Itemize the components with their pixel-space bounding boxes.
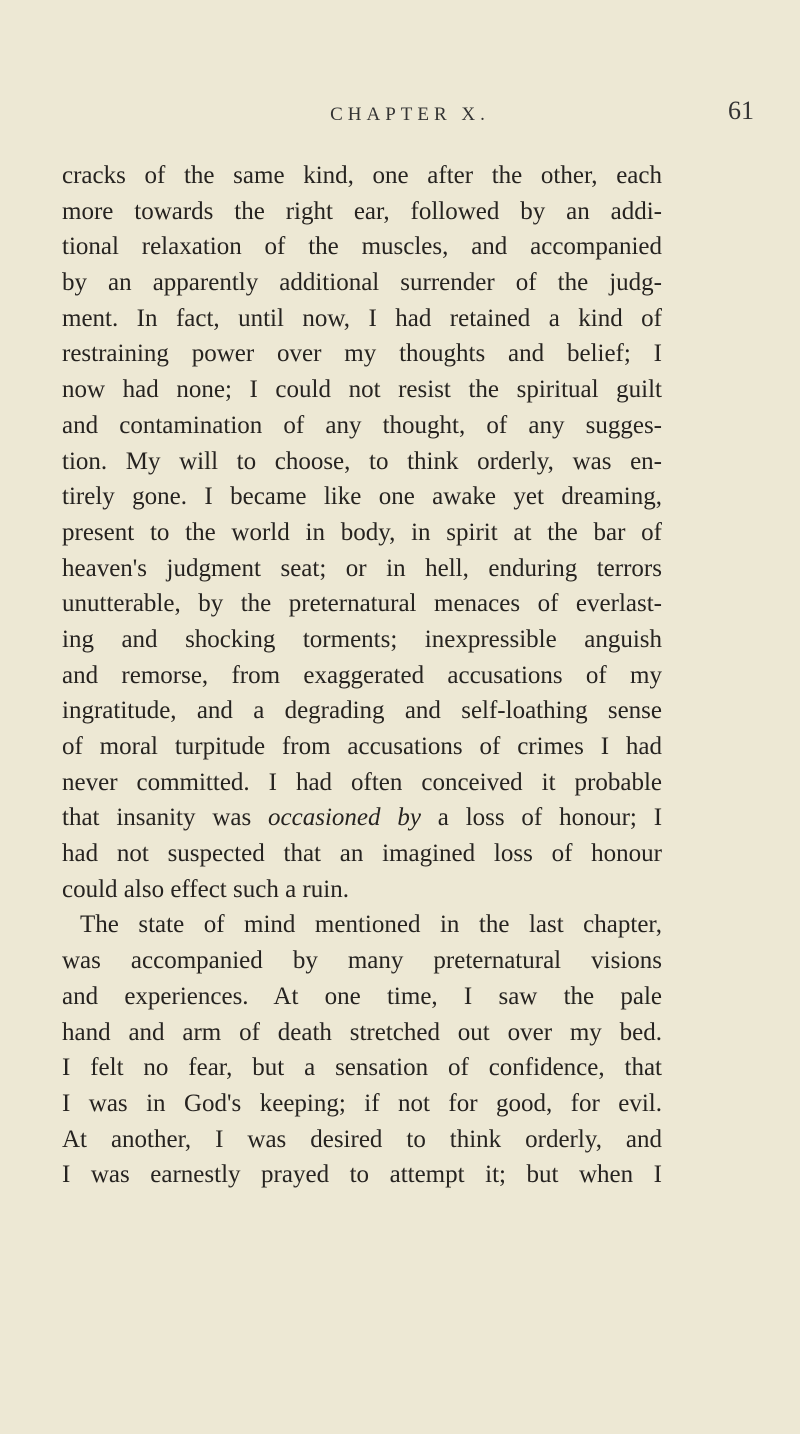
text-line: and remorse, from exaggerated accusations of my xyxy=(62,661,662,689)
text-line: ingratitude, and a degrading and self-loathing sense xyxy=(62,697,662,725)
running-head: CHAPTER X. xyxy=(330,104,490,125)
text-line: I was earnestly prayed to attempt it; but when I xyxy=(62,1161,662,1189)
text-line: tional relaxation of the muscles, and accompanied xyxy=(62,233,662,261)
text-line: tirely gone. I became like one awake yet dreaming, xyxy=(62,483,662,511)
text-line: cracks of the same kind, one after the other, each xyxy=(62,162,662,189)
text-line: At another, I was desired to think orderly, and xyxy=(62,1125,662,1153)
emphasis-text: occasioned by xyxy=(268,804,421,832)
text-line: heaven's judgment seat; or in hell, enduring terrors xyxy=(62,554,662,582)
text-line: unutterable, by the preternatural menaces of everlast- xyxy=(62,590,662,618)
text-line: of moral turpitude from accusations of crimes I had xyxy=(62,733,662,760)
text-line: had not suspected that an imagined loss of honour xyxy=(62,840,662,868)
body-text xyxy=(62,158,662,1193)
text-line: tion. My will to choose, to think orderly, was en- xyxy=(62,447,662,475)
text-segment: a loss of honour; I xyxy=(420,804,663,832)
text-line: never committed. I had often conceived it probable xyxy=(62,768,662,796)
text-line: I felt no fear, but a sensation of confidence, that xyxy=(62,1054,662,1082)
text-line: restraining power over my thoughts and belief; I xyxy=(62,340,662,368)
text-line: hand and arm of death stretched out over my bed. xyxy=(62,1018,662,1046)
text-line: present to the world in body, in spirit at the bar of xyxy=(62,518,662,546)
page-header xyxy=(0,96,800,136)
text-line: was accompanied by many preternatural visions xyxy=(62,947,662,975)
text-line: more towards the right ear, followed by an addi- xyxy=(62,197,662,225)
text-line: I was in God's keeping; if not for good, for evil. xyxy=(62,1089,662,1117)
page-number: 61 xyxy=(728,96,754,125)
text-line: ment. In fact, until now, I had retained a kind of xyxy=(62,304,662,332)
text-line: by an apparently additional surrender of the judg- xyxy=(62,269,662,297)
text-line: now had none; I could not resist the spiritual guilt xyxy=(62,376,662,404)
paragraph-first-line: The state of mind mentioned in the last chapter, xyxy=(80,911,662,939)
text-line: ing and shocking torments; inexpressible anguish xyxy=(62,625,662,653)
text-line: and contamination of any thought, of any sugges- xyxy=(62,411,662,439)
text-line: and experiences. At one time, I saw the pale xyxy=(62,982,662,1010)
text-line: could also effect such a ruin. xyxy=(62,875,349,903)
text-line-with-emphasis xyxy=(62,800,662,836)
text-segment: that insanity was xyxy=(62,804,269,832)
